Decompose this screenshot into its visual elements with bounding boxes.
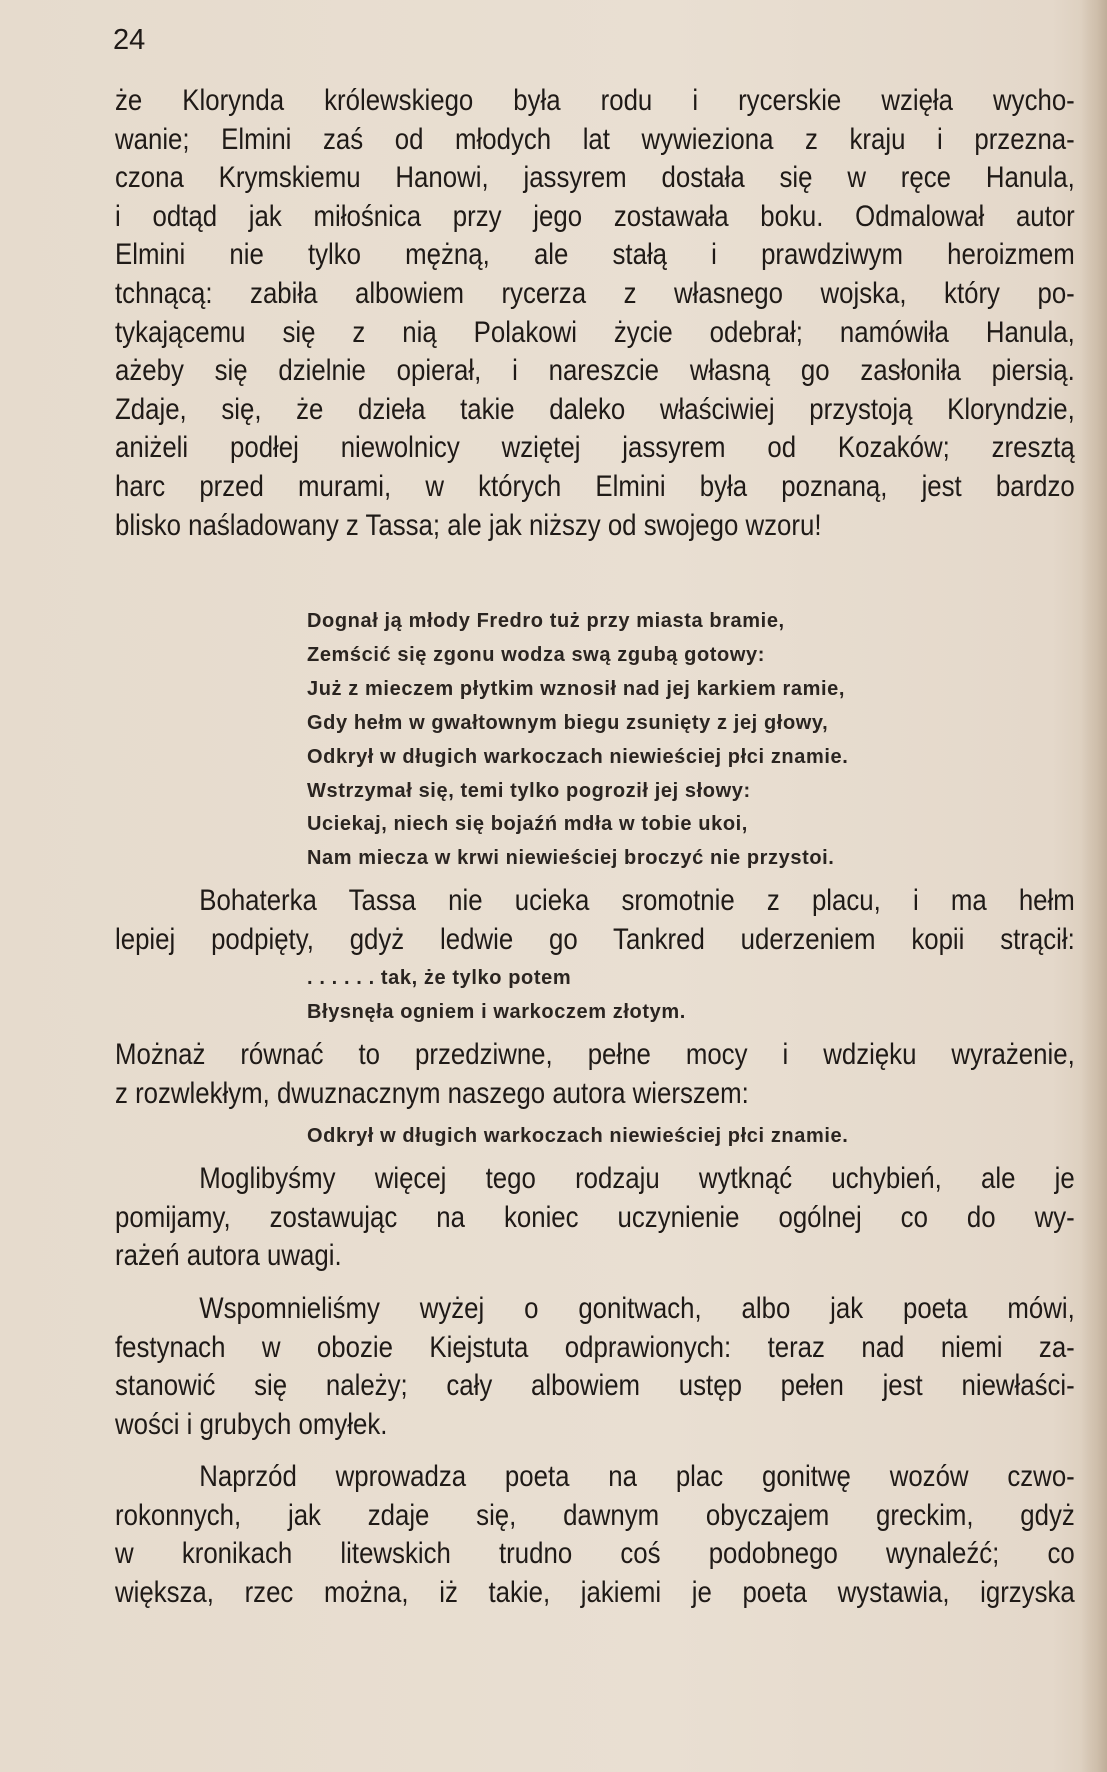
text-line: w kronikach litewskich trudno coś podobnego wynaleźć; co	[115, 1537, 1075, 1571]
verse-line: Odkrył w długich warkoczach niewieściej płci znamie.	[307, 1125, 849, 1147]
verse-line: . . . . . . tak, że tylko potem	[307, 967, 572, 989]
verse-line: Wstrzymał się, temi tylko pogroził jej słowy:	[307, 779, 751, 802]
verse-line: Odkrył w długich warkoczach niewieściej płci znamie.	[307, 745, 849, 768]
text-line: festynach w obozie Kiejstuta odprawionych: teraz nad niemi za-	[115, 1330, 1075, 1364]
paragraph-2	[115, 882, 1075, 959]
text-line: wanie; Elmini zaś od młodych lat wywieziona z kraju i przezna-	[115, 122, 1075, 156]
page-edge	[1081, 0, 1107, 1772]
text-line: Moglibyśmy więcej tego rodzaju wytknąć uchybień, ale je	[199, 1162, 1075, 1195]
text-line: i odtąd jak miłośnica przy jego zostawała boku. Odmalował autor	[115, 199, 1075, 233]
verse-line: Dognał ją młody Fredro tuż przy miasta bramie,	[307, 610, 785, 632]
verse-line: Już z mieczem płytkim wznosił nad jej karkiem ramie,	[307, 677, 846, 700]
text-line: ażeby się dzielnie opierał, i nareszcie własną go zasłoniła piersią.	[115, 354, 1075, 388]
text-line: blisko naśladowany z Tassa; ale jak niższy od swojego wzoru!	[115, 508, 822, 542]
text-line: że Klorynda królewskiego była rodu i rycerskie wzięła wycho-	[115, 84, 1075, 117]
verse-line: Zemścić się zgonu wodza swą zgubą gotowy:	[307, 643, 765, 666]
text-line: czona Krymskiemu Hanowi, jassyrem dostała się w ręce Hanula,	[115, 161, 1075, 195]
text-line: harc przed murami, w których Elmini była poznaną, jest bardzo	[115, 469, 1075, 503]
paragraph-3	[115, 1036, 1075, 1113]
paragraph-5	[115, 1290, 1075, 1444]
text-line: tykającemu się z nią Polakowi życie odebrał; namówiła Hanula,	[115, 315, 1075, 349]
page-number: 24	[113, 24, 146, 56]
paragraph-6	[115, 1458, 1075, 1612]
verse-quote-2	[307, 962, 686, 1030]
text-line: Naprzód wprowadza poeta na plac gonitwę wozów czwo-	[199, 1460, 1075, 1493]
text-line: rokonnych, jak zdaje się, dawnym obyczajem greckim, gdyż	[115, 1498, 1075, 1532]
text-line: Zdaje, się, że dzieła takie daleko właściwiej przystoją Kloryndzie,	[115, 392, 1075, 426]
text-line: większa, rzec można, iż takie, jakiemi je poeta wystawia, igrzyska	[115, 1575, 1075, 1609]
text-line: aniżeli podłej niewolnicy wziętej jassyrem od Kozaków; zresztą	[115, 431, 1075, 465]
text-line: Wspomnieliśmy wyżej o gonitwach, albo jak poeta mówi,	[199, 1292, 1075, 1325]
verse-line: Uciekaj, niech się bojaźń mdła w tobie ukoi,	[307, 813, 748, 836]
text-line: tchnącą: zabiła albowiem rycerza z własnego wojska, który po-	[115, 276, 1075, 310]
text-line: lepiej podpięty, gdyż ledwie go Tankred uderzeniem kopii strącił:	[115, 922, 1075, 956]
text-line: pomijamy, zostawując na koniec uczynienie ogólnej co do wy-	[115, 1200, 1075, 1234]
text-line: stanowić się należy; cały albowiem ustęp pełen jest niewłaści-	[115, 1369, 1075, 1403]
paragraph-1	[115, 82, 1075, 545]
text-line: Możnaż równać to przedziwne, pełne mocy i wdzięku wyrażenie,	[115, 1038, 1075, 1071]
verse-quote-1	[307, 605, 848, 876]
verse-line: Nam miecza w krwi niewieściej broczyć nie przystoi.	[307, 847, 835, 870]
verse-line: Gdy hełm w gwałtownym biegu zsunięty z jej głowy,	[307, 711, 829, 734]
text-line: rażeń autora uwagi.	[115, 1239, 342, 1273]
text-line: Bohaterka Tassa nie ucieka sromotnie z placu, i ma hełm	[199, 884, 1075, 917]
text-line: Elmini nie tylko mężną, ale stałą i prawdziwym heroizmem	[115, 238, 1075, 272]
verse-line: Błysnęła ogniem i warkoczem złotym.	[307, 1000, 686, 1023]
verse-quote-3	[307, 1120, 848, 1154]
text-line: wości i grubych omyłek.	[115, 1407, 388, 1441]
paragraph-4	[115, 1160, 1075, 1276]
text-line: z rozwlekłym, dwuznacznym naszego autora wierszem:	[115, 1076, 749, 1110]
